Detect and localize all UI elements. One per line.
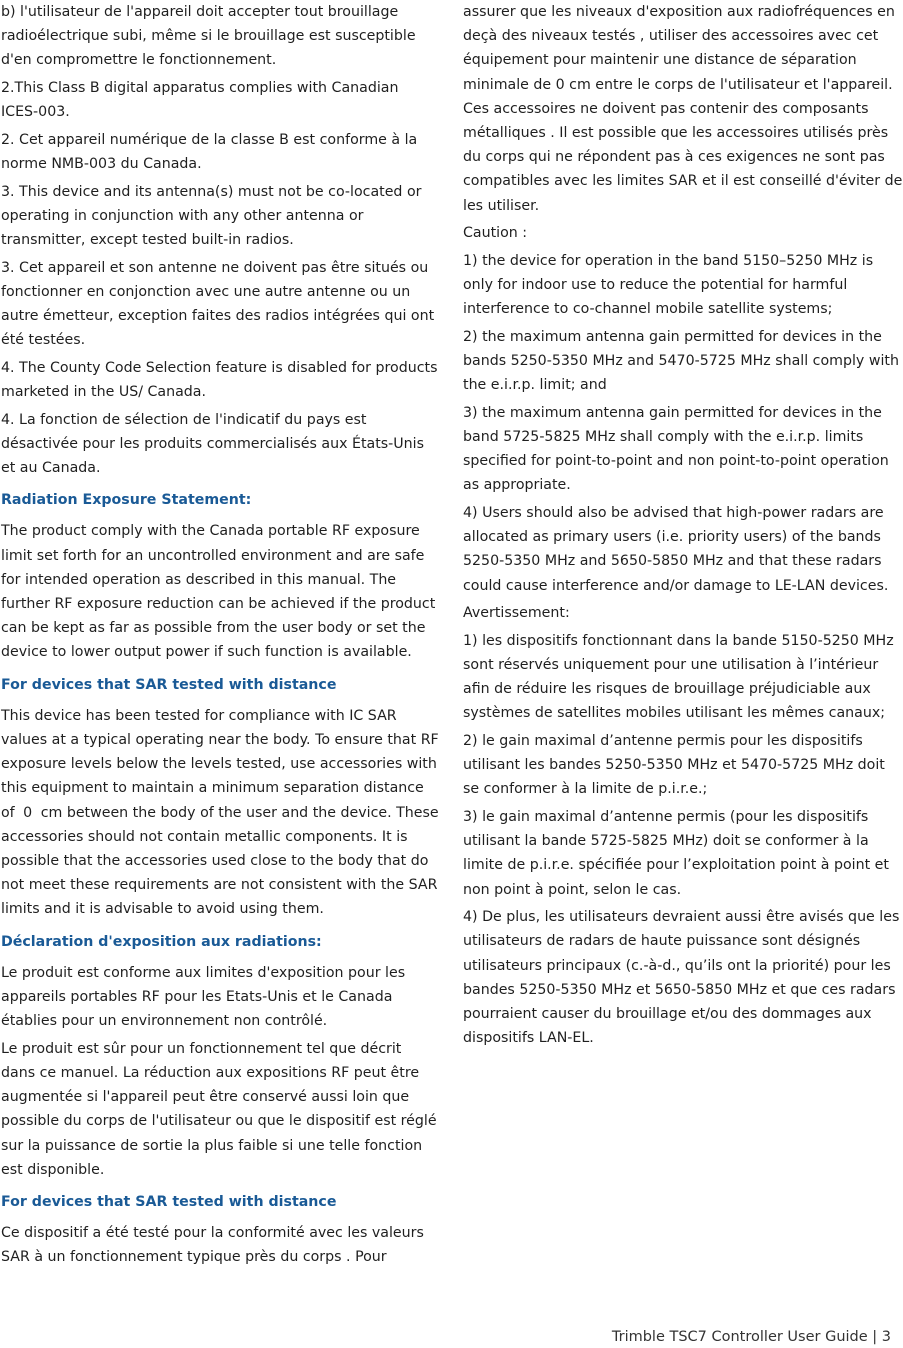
sar-text-part-2: cm between the body of the user and the device. These accessories should not contain metallic components. It is possible that the accessories used close to the body that do not meet these requirements are not consistent with the SAR limits and it is advisable to avoid using them. [1, 804, 439, 918]
heading-radiation-exposure: Radiation Exposure Statement: [1, 492, 252, 509]
avertissement-item-4: 4) De plus, les utilisateurs devraient aussi être avisés que les utilisateurs de radars de haute puissance sont désignés utilisateurs principaux (c.-à-d., qu’ils ont la priorité) pour les bandes 5250-5350 MHz et 5650-5850 MHz et que ces radars pourraient causer du brouillage et/ou des dommages aux dispositifs LAN-EL. [463, 909, 900, 1047]
paragraph-ices-003-en: 2.This Class B digital apparatus complies with Canadian ICES-003. [1, 80, 399, 121]
avertissement-item-2: 2) le gain maximal d’antenne permis pour les dispositifs utilisant les bandes 5250-5350 MHz et 5470-5725 MHz doit se conformer à la limite de p.i.r.e.; [463, 733, 885, 798]
caution-item-2: 2) the maximum antenna gain permitted for devices in the bands 5250-5350 MHz and 5470-5725 MHz shall comply with the e.i.r.p. limit; and [463, 328, 899, 394]
paragraph-sar-tested-en [1, 704, 439, 922]
paragraph-country-code-en: 4. The County Code Selection feature is disabled for products marketed in the US/ Canada. [1, 359, 438, 400]
right-column [463, 0, 903, 1054]
heading-sar-distance-fr: For devices that SAR tested with distance [1, 1194, 337, 1211]
caution-item-3: 3) the maximum antenna gain permitted for devices in the band 5725-5825 MHz shall comply with the e.i.r.p. limits specified for point-to-point and non point-to-point operation as appropriate. [463, 404, 889, 494]
heading-sar-distance-en: For devices that SAR tested with distance [1, 676, 337, 693]
sar-text-part-1: This device has been tested for compliance with IC SAR values at a typical operating near the body. To ensure that RF exposure levels below the levels tested, use accessories with this equipment to maintain a minimum separation distance of [1, 707, 439, 821]
separation-distance-value: 0 [23, 804, 33, 821]
paragraph-interference: b) l'utilisateur de l'appareil doit accepter tout brouillage radioélectrique subi, même si le brouillage est susceptible d'en compromettre le fonctionnement. [1, 4, 416, 69]
label-avertissement: Avertissement: [463, 605, 570, 622]
paragraph-colocation-fr: 3. Cet appareil et son antenne ne doivent pas être situés ou fonctionner en conjonction avec une autre antenne ou un autre émetteur, exception faites des radios intégrées qui ont été testées. [1, 259, 435, 349]
left-column [1, 0, 439, 1273]
heading-exposure-declaration-fr: Déclaration d'exposition aux radiations: [1, 933, 322, 950]
paragraph-sar-tested-fr: Ce dispositif a été testé pour la conformité avec les valeurs SAR à un fonctionnement typique près du corps . Pour [1, 1225, 424, 1266]
label-caution: Caution : [463, 225, 528, 242]
page-footer: Trimble TSC7 Controller User Guide | 3 [611, 1329, 891, 1345]
paragraph-ices-003-fr: 2. Cet appareil numérique de la classe B est conforme à la norme NMB-003 du Canada. [1, 131, 418, 172]
paragraph-exposure-limits-fr: Le produit est conforme aux limites d'exposition pour les appareils portables RF pour les Etats-Unis et le Canada établies pour un environnement non contrôlé. [1, 964, 406, 1030]
paragraph-exposure-reduction-fr: Le produit est sûr pour un fonctionnement tel que décrit dans ce manuel. La réduction aux expositions RF peut être augmentée si l'appareil peut être conservé aussi loin que possible du corps de l'utilisateur ou que le dispositif est réglé sur la puissance de sortie la plus faible si une telle fonction est disponible. [1, 1040, 437, 1178]
caution-item-1: 1) the device for operation in the band 5150–5250 MHz is only for indoor use to reduce the potential for harmful interference to co-channel mobile satellite systems; [463, 252, 874, 318]
paragraph-rf-exposure-en: The product comply with the Canada portable RF exposure limit set forth for an uncontrolled environment and are safe for intended operation as described in this manual. The further RF exposure reduction can be achieved if the product can be kept as far as possible from the user body or set the device to lower output power if such function is available. [1, 523, 436, 661]
paragraph-sar-continued-fr: assurer que les niveaux d'exposition aux radiofréquences en deçà des niveaux testés , utiliser des accessoires avec cet équipement pour maintenir une distance de séparation minimale de 0 cm entre le corps de l'utilisateur et l'appareil. Ces accessoires ne doivent pas contenir des composants métalliques . Il est possible que les accessoires utilisés près du corps qui ne répondent pas à ces exigences ne sont pas compatibles avec les limites SAR et il est conseillé d'éviter de les utiliser. [463, 4, 903, 214]
paragraph-colocation-en: 3. This device and its antenna(s) must not be co-located or operating in conjunction with any other antenna or transmitter, except tested built-in radios. [1, 183, 422, 248]
avertissement-item-1: 1) les dispositifs fonctionnant dans la bande 5150-5250 MHz sont réservés uniquement pour une utilisation à l’intérieur afin de réduire les risques de brouillage préjudiciable aux systèmes de satellites mobiles utilisant les mêmes canaux; [463, 632, 894, 722]
caution-item-4: 4) Users should also be advised that high-power radars are allocated as primary users (i.e. priority users) of the bands 5250-5350 MHz and 5650-5850 MHz and that these radars could cause interference and/or damage to LE-LAN devices. [463, 505, 889, 594]
avertissement-item-3: 3) le gain maximal d’antenne permis (pour les dispositifs utilisant la bande 5725-5825 MHz) doit se conformer à la limite de p.i.r.e. spécifiée pour l’exploitation point à point et non point à point, selon le cas. [463, 809, 889, 898]
paragraph-country-code-fr: 4. La fonction de sélection de l'indicatif du pays est désactivée pour les produits commercialisés aux États-Unis et au Canada. [1, 411, 424, 476]
